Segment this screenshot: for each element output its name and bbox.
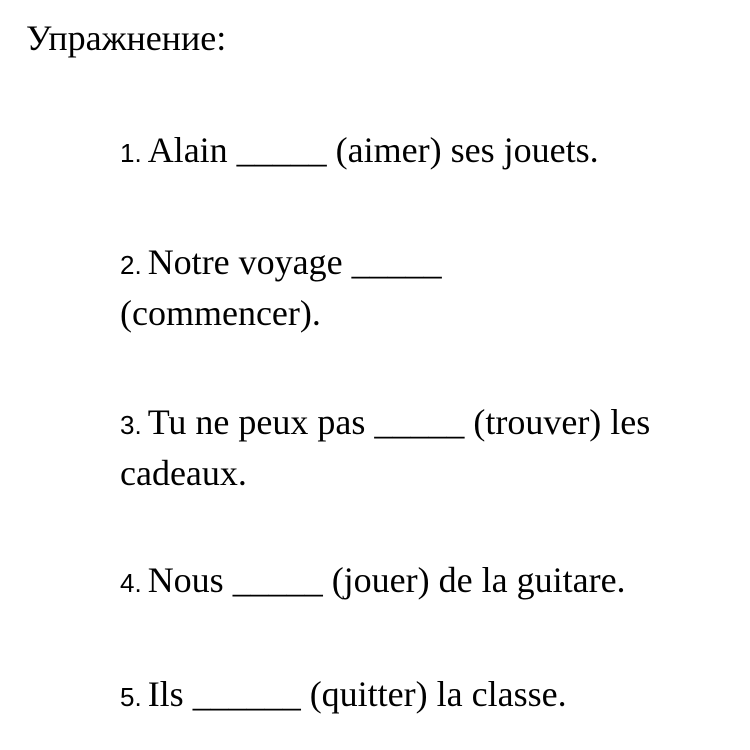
exercise-item-3 [120,398,700,497]
item-number: 2. [120,250,142,280]
item-number: 5. [120,682,142,712]
exercise-item-2 [120,238,510,337]
item-sentence: Tu ne peux pas _____ (trouver) les cadeaux. [120,402,651,493]
item-number: 4. [120,568,142,598]
item-sentence: Nous _____ (jouer) de la guitare. [147,560,626,600]
exercise-item-5 [120,670,720,721]
item-sentence: Notre voyage _____ (commencer). [120,242,442,333]
item-number: 3. [120,410,142,440]
exercise-item-1 [120,126,720,177]
item-number: 1. [120,138,142,168]
exercise-title: Упражнение: [26,18,227,58]
item-sentence: Ils ______ (quitter) la classe. [147,674,567,714]
item-sentence: Alain _____ (aimer) ses jouets. [147,130,599,170]
exercise-item-4 [120,556,720,607]
